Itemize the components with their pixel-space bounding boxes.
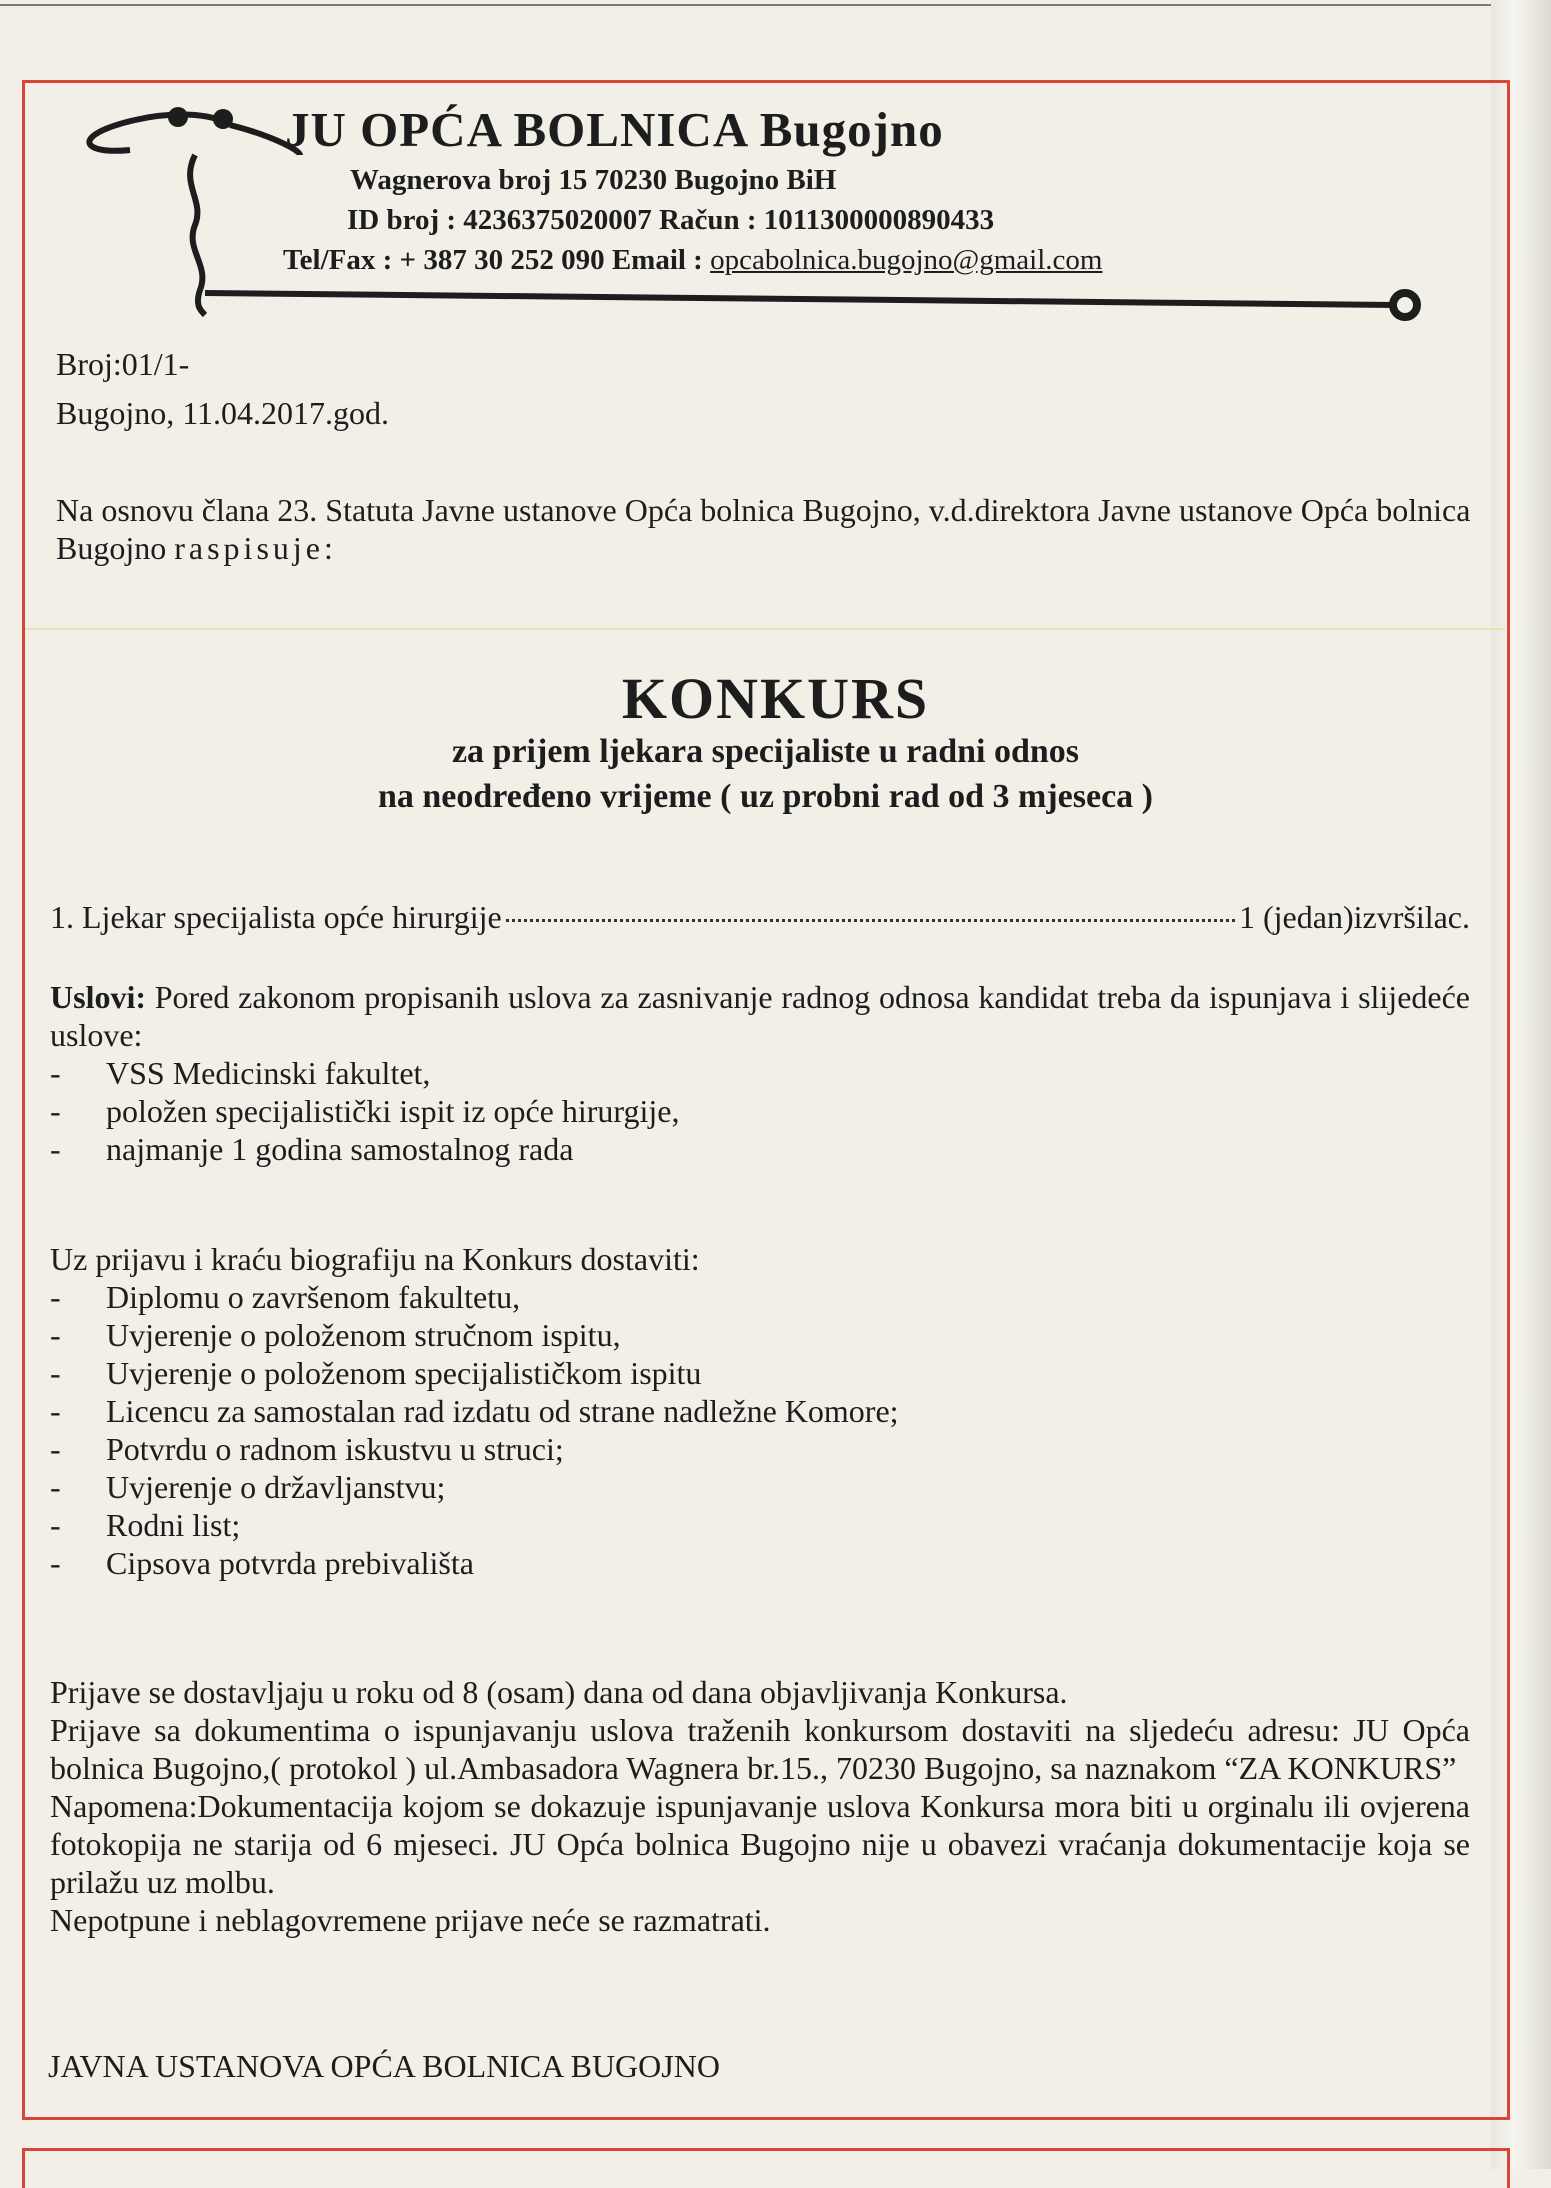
position-label: 1. Ljekar specijalista opće hirurgije [50,899,502,935]
conditions-list [50,1054,1470,1168]
list-item: - položen specijalistički ispit iz opće hirurgije, [50,1092,1470,1130]
page-top-rule [0,4,1520,6]
org-name: JU OPĆA BOLNICA Bugojno [285,102,944,157]
list-item: - Uvjerenje o državljanstvu; [50,1468,1470,1506]
list-item: - Uvjerenje o položenom stručnom ispitu, [50,1316,1470,1354]
list-item: - Uvjerenje o položenom specijalističkom ispitu [50,1354,1470,1392]
list-item: - Diplomu o završenom fakultetu, [50,1278,1470,1316]
conditions-text: Pored zakonom propisanih uslova za zasnivanje radnog odnosa kandidat treba da ispunjava i slijedeće uslove: [50,979,1470,1053]
intro-spaced-word: raspisuje: [174,530,337,566]
list-item: - Cipsova potvrda prebivališta [50,1544,1470,1582]
notice-title: KONKURS [621,666,930,731]
next-notice-frame [22,2148,1510,2188]
list-item: - Rodni list; [50,1506,1470,1544]
list-item: - VSS Medicinski fakultet, [50,1054,1470,1092]
document-date: Bugojno, 11.04.2017.god. [56,395,390,431]
list-item: - najmanje 1 godina samostalnog rada [50,1130,1470,1168]
documents-list [50,1278,1470,1582]
conditions-section [50,978,1470,1168]
org-address: Wagnerova broj 15 70230 Bugojno BiH [350,164,837,196]
documents-section [50,1240,1470,1582]
tel-fax: Tel/Fax : + 387 30 252 090 Email : [283,244,711,276]
letterhead [285,100,1285,280]
position-count: 1 (jedan)izvršilac. [1239,899,1470,935]
paper-fold-line [25,628,1505,630]
application-section [50,1673,1470,1939]
signature: JAVNA USTANOVA OPĆA BOLNICA BUGOJNO [48,2048,720,2084]
email-link[interactable]: opcabolnica.bugojno@gmail.com [710,244,1103,276]
conditions-label: Uslovi: [50,979,146,1015]
notice-subtitle-1: za prijem ljekara specijaliste u radni odnos [451,733,1080,770]
documents-intro: Uz prijavu i kraću biografiju na Konkurs dostaviti: [50,1241,700,1277]
list-item: - Licencu za samostalan rad izdatu od strane nadležne Komore; [50,1392,1470,1430]
intro-paragraph [56,491,1476,567]
address-paragraph: Prijave sa dokumentima o ispunjavanju uslova traženih konkursom dostaviti na sljedeću adresu: JU Opća bolnica Bugojno,( protokol ) ul.Ambasadora Wagnera br.15., 70230 Bugojno, sa naznakom “ZA KONKURS” [50,1712,1470,1786]
list-item: - Potvrdu o radnom iskustvu u struci; [50,1430,1470,1468]
document-number: Broj:01/1- [56,346,190,382]
org-id-account: ID broj : 4236375020007 Račun : 1011300000890433 [347,204,995,236]
incomplete-paragraph: Nepotpune i neblagovremene prijave neće se razmatrati. [50,1902,771,1938]
org-contact [283,240,1283,280]
dot-leader [506,919,1235,922]
intro-text: Na osnovu člana 23. Statuta Javne ustanove Opća bolnica Bugojno, v.d.direktora Javne ustanove Opća bolnica Bugojno [56,492,1471,566]
deadline-paragraph: Prijave se dostavljaju u roku od 8 (osam) dana od dana objavljivanja Konkursa. [50,1674,1068,1710]
note-paragraph: Napomena:Dokumentacija kojom se dokazuje ispunjavanje uslova Konkursa mora biti u orginalu ili ovjerena fotokopija ne starija od 6 mjeseci. JU Opća bolnica Bugojno nije u obavezi vraćanja dokumentacije koja se prilažu uz molbu. [50,1788,1470,1900]
position-line [50,898,1470,936]
notice-subtitle-2: na neodređeno vrijeme ( uz probni rad od 3 mjeseca ) [377,778,1153,815]
